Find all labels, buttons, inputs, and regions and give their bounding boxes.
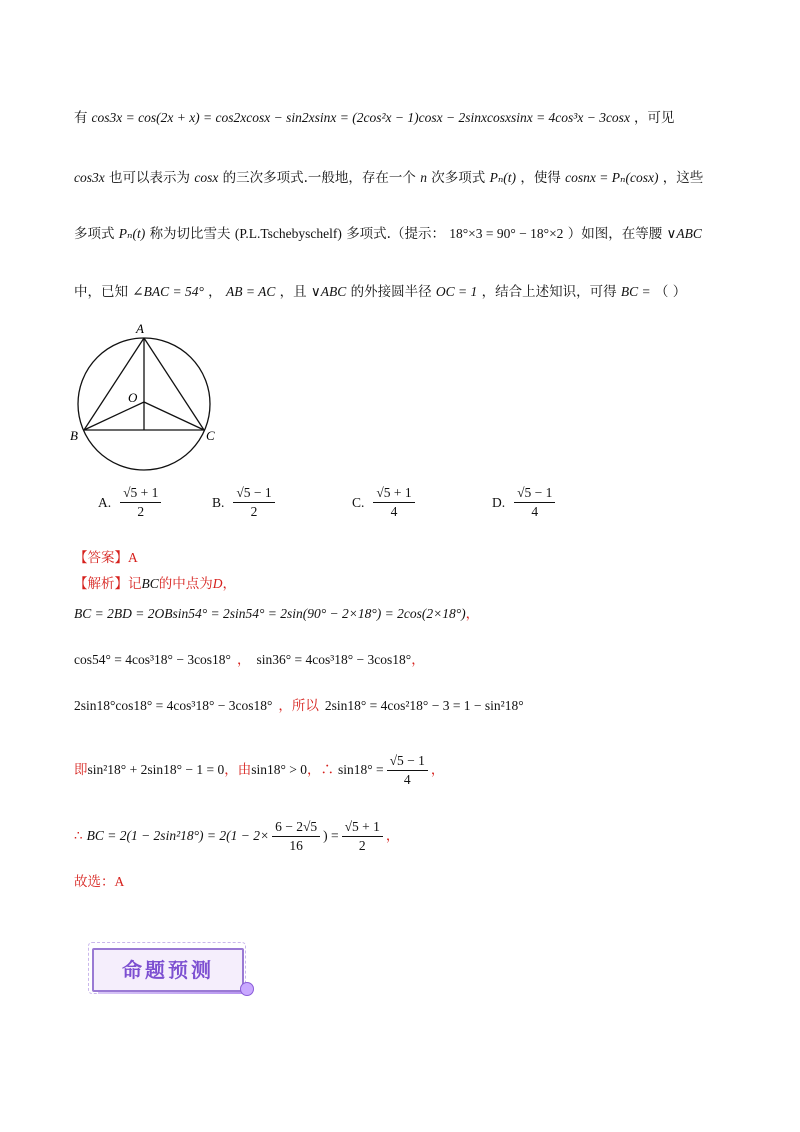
analysis-tag: 【解析】	[74, 576, 128, 592]
analysis-step-4: 即sin²18° + 2sin18° − 1 = 0，由sin18° > 0，∴ sin18° = $\frac{√5 - 1}{4}$ ，	[74, 753, 445, 787]
option-a[interactable]: A. $\frac{√5 + 1}{2}$	[98, 484, 164, 521]
problem-line-2: cos3x 也可以表示为 cosx 的三次多项式.一般地，存在一个 n 次多项式 Pₙ(t) ，使得 cosnx = Pₙ(cosx) ，这些	[74, 170, 704, 186]
analysis-conclusion: 故选：A	[74, 874, 125, 890]
geometry-figure	[66, 318, 226, 478]
answer-tag: 【答案】	[74, 550, 128, 566]
label-a: A	[136, 321, 144, 336]
analysis-step-1: BC = 2BD = 2OBsin54° = 2sin54° = 2sin(90° − 2×18°) = 2cos(2×18°)，	[74, 606, 480, 622]
option-b[interactable]: B. $\frac{√5 - 1}{2}$	[212, 484, 278, 521]
analysis-intro: 【解析】记BC的中点为D，	[74, 576, 237, 592]
label-b: B	[70, 428, 78, 443]
analysis-step-5: ∴ BC = 2(1 − 2sin²18°) = 2(1 − 2× $\frac{6 - 2√5}{16}$ ) = $\frac{√5 + 1}{2}$ ，	[74, 819, 400, 853]
answer-line	[74, 548, 138, 568]
analysis-step-3: 2sin18°cos18° = 4cos³18° − 3cos18° ，所以 2sin18° = 4cos²18° − 3 = 1 − sin²18°	[74, 698, 524, 714]
label-c: C	[206, 428, 215, 443]
label-o: O	[128, 390, 138, 405]
analysis-step-2: cos54° = 4cos³18° − 3cos18° ， sin36° = 4cos³18° − 3cos18°，	[74, 652, 425, 668]
section-banner	[88, 942, 252, 996]
banner-dot-icon	[240, 982, 254, 996]
option-c[interactable]: C. $\frac{√5 + 1}{4}$	[352, 484, 418, 521]
answer-value: A	[128, 550, 138, 565]
problem-line-4: 中，已知 ∠BAC = 54° ， AB = AC ，且 ∨ABC 的外接圆半径 OC = 1 ，结合上述知识，可得 BC = （ ）	[74, 284, 687, 300]
problem-line-1: 有 cos3x = cos(2x + x) = cos2xcosx − sin2xsinx = (2cos²x − 1)cosx − 2sinxcosxsinx = 4cos³x − 3cosx ，可见	[74, 110, 675, 126]
formula-cos3x-expansion: cos3x = cos(2x + x) = cos2xcosx − sin2xsinx = (2cos²x − 1)cosx − 2sinxcosxsinx = 4cos³x − 3cosx	[91, 110, 630, 125]
problem-line-3: 多项式 Pₙ(t) 称为切比雪夫 (P.L.Tschebyschelf) 多项式.（提示： 18°×3 = 90° − 18°×2 ）如图，在等腰 ∨ABC	[74, 226, 702, 242]
option-d[interactable]: D. $\frac{√5 - 1}{4}$	[492, 484, 558, 521]
banner-title: 命题预测	[122, 958, 214, 982]
